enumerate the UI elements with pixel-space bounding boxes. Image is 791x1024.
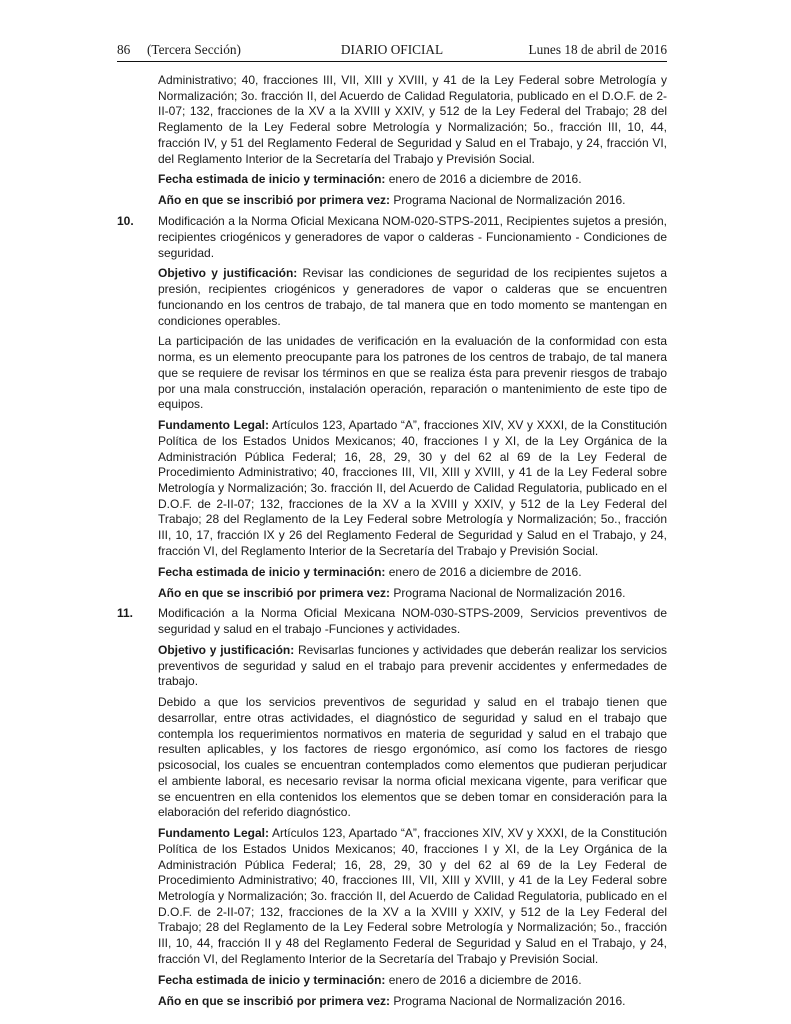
schedule-label: Fecha estimada de inicio y terminación: bbox=[158, 972, 386, 987]
first-registered-label: Año en que se inscribió por primera vez: bbox=[158, 193, 391, 208]
page-number: 86 bbox=[117, 42, 131, 57]
item-title: Modificación a la Norma Oficial Mexicana NOM-030-STPS-2009, Servicios preventivos de seguridad y salud en el trabajo -Funciones y actividades. bbox=[158, 606, 667, 637]
first-registered-value: Programa Nacional de Normalización 2016. bbox=[390, 993, 626, 1008]
schedule-line bbox=[117, 565, 667, 581]
publication-title: DIARIO OFICIAL bbox=[340, 42, 444, 57]
first-registered-value: Programa Nacional de Normalización 2016. bbox=[390, 193, 626, 208]
schedule-value: enero de 2016 a diciembre de 2016. bbox=[385, 564, 582, 579]
legal-basis-text: Artículos 123, Apartado “A”, fracciones XIV, XV y XXXI, de la Constitución Política de los Estados Unidos Mexicanos; 40, fracciones I y XI, de la Ley Orgánica de la Administración Pública Federal; 16, 28, 29, 30 y del 62 al 69 de la Ley Federal de Procedimiento Administrativo; 40, fracciones III, VII, XIII y XVIII, y 41 de la Ley Federal sobre Metrología y Normalización; 3o. fracción II, del Acuerdo de Calidad Regulatoria, publicado en el D.O.F. de 2-II-07; 132, fracciones de la XV a la XVIII y XXIV, y 512 de la Ley Federal del Trabajo; 28 del Reglamento de la Ley Federal sobre Metrología y Normalización; 5o., fracción III, 10, 44, fracción II y 48 del Reglamento Federal de Seguridad y Salud en el Trabajo, y 24, fracción VI, del Reglamento Interior de la Secretaría del Trabajo y Previsión Social. bbox=[158, 826, 667, 966]
first-registered-line bbox=[117, 994, 667, 1010]
item-number: 10. bbox=[117, 214, 134, 229]
first-registered-value: Programa Nacional de Normalización 2016. bbox=[390, 585, 626, 600]
objective-paragraph bbox=[117, 266, 667, 329]
schedule-label: Fecha estimada de inicio y terminación: bbox=[158, 564, 386, 579]
list-item bbox=[117, 606, 667, 1009]
legal-basis-paragraph bbox=[117, 826, 667, 967]
objective-text: Revisar las condiciones de seguridad de los recipientes sujetos a presión, recipientes criogénicos y generadores de vapor o calderas que se encuentren funcionando en los centros de trabajo, de tal manera que en todo momento se mantengan en condiciones operables. bbox=[158, 266, 667, 328]
objective-label: Objetivo y justificación: bbox=[158, 266, 298, 281]
objective-paragraph bbox=[117, 643, 667, 690]
schedule-line bbox=[117, 973, 667, 989]
page-header bbox=[117, 41, 667, 59]
first-registered-line bbox=[117, 193, 667, 209]
justification-paragraph: Debido a que los servicios preventivos de seguridad y salud en el trabajo tienen que desarrollar, entre otras actividades, el diagnóstico de seguridad y salud en el trabajo que contempla los requerimientos normativos en materia de seguridad y salud en el trabajo que resulten aplicables, y los factores de riesgo ergonómico, así como los factores de riesgo psicosocial, los cuales se encuentran contemplados como elementos que pudieran perjudicar el ambiente laboral, es necesario revisar la norma oficial mexicana vigente, para verificar que se encuentren en ella contenidos los elementos que se deben tomar en consideración para la elaboración del referido diagnóstico. bbox=[158, 695, 667, 820]
legal-basis-paragraph bbox=[117, 418, 667, 559]
legal-basis-label: Fundamento Legal: bbox=[158, 418, 269, 433]
list-item bbox=[117, 214, 667, 601]
legal-basis-text: Artículos 123, Apartado “A”, fracciones XIV, XV y XXXI, de la Constitución Política de los Estados Unidos Mexicanos; 40, fracciones I y XI, de la Ley Orgánica de la Administración Pública Federal; 16, 28, 29, 30 y del 62 al 69 de la Ley Federal de Procedimiento Administrativo; 40, fracciones III, VII, XIII y XVIII, y 41 de la Ley Federal sobre Metrología y Normalización; 3o. fracción II, del Acuerdo de Calidad Regulatoria, publicado en el D.O.F. de 2-II-07; 132, fracciones de la XV a la XVIII y XXIV, y 512 de la Ley Federal del Trabajo; 28 del Reglamento de la Ley Federal sobre Metrología y Normalización; 5o., fracción III, 10, 17, fracción IX y 26 del Reglamento Federal de Seguridad y Salud en el Trabajo, y 24, fracción VI, del Reglamento Interior de la Secretaría del Trabajo y Previsión Social. bbox=[158, 418, 667, 558]
document-body bbox=[117, 73, 667, 1009]
header-rule bbox=[117, 61, 667, 62]
first-registered-label: Año en que se inscribió por primera vez: bbox=[158, 993, 391, 1008]
first-registered-label: Año en que se inscribió por primera vez: bbox=[158, 585, 391, 600]
schedule-value: enero de 2016 a diciembre de 2016. bbox=[385, 972, 582, 987]
section-label: (Tercera Sección) bbox=[147, 42, 241, 57]
first-registered-line bbox=[117, 586, 667, 602]
item-number: 11. bbox=[117, 606, 134, 621]
objective-label: Objetivo y justificación: bbox=[158, 643, 295, 658]
legal-basis-label: Fundamento Legal: bbox=[158, 826, 269, 841]
objective-text: Revisarlas funciones y actividades que deberán realizar los servicios preventivos de seguridad y salud en el trabajo para prevenir accidentes y enfermedades de trabajo. bbox=[158, 643, 667, 689]
schedule-line bbox=[117, 172, 667, 188]
schedule-label: Fecha estimada de inicio y terminación: bbox=[158, 172, 386, 187]
issue-date: Lunes 18 de abril de 2016 bbox=[528, 42, 667, 57]
schedule-value: enero de 2016 a diciembre de 2016. bbox=[385, 172, 582, 187]
item-title: Modificación a la Norma Oficial Mexicana NOM-020-STPS-2011, Recipientes sujetos a presión, recipientes criogénicos y generadores de vapor o calderas - Funcionamiento - Condiciones de seguridad. bbox=[158, 214, 667, 260]
legal-basis-continued: Administrativo; 40, fracciones III, VII, XIII y XVIII, y 41 de la Ley Federal sobre Metrología y Normalización; 3o. fracción II, del Acuerdo de Calidad Regulatoria, publicado en el D.O.F. de 2-II-07; 132, fracciones de la XV a la XVIII y XXIV, y 512 de la Ley Federal del Trabajo; 28 del Reglamento de la Ley Federal sobre Metrología y Normalización; 5o., fracción III, 10, 44, fracción IV, y 51 del Reglamento Federal de Seguridad y Salud en el Trabajo, y 24, fracción VI, del Reglamento Interior de la Secretaría del Trabajo y Previsión Social. bbox=[158, 73, 667, 166]
justification-paragraph: La participación de las unidades de verificación en la evaluación de la conformidad con esta norma, es un elemento preocupante para los patrones de los centros de trabajo, de tal manera que se requiere de revisar los términos en que se realiza ésta para prevenir riesgos de trabajo por una mala construcción, instalación operación, reparación o mantenimiento de este tipo de equipos. bbox=[158, 334, 667, 412]
